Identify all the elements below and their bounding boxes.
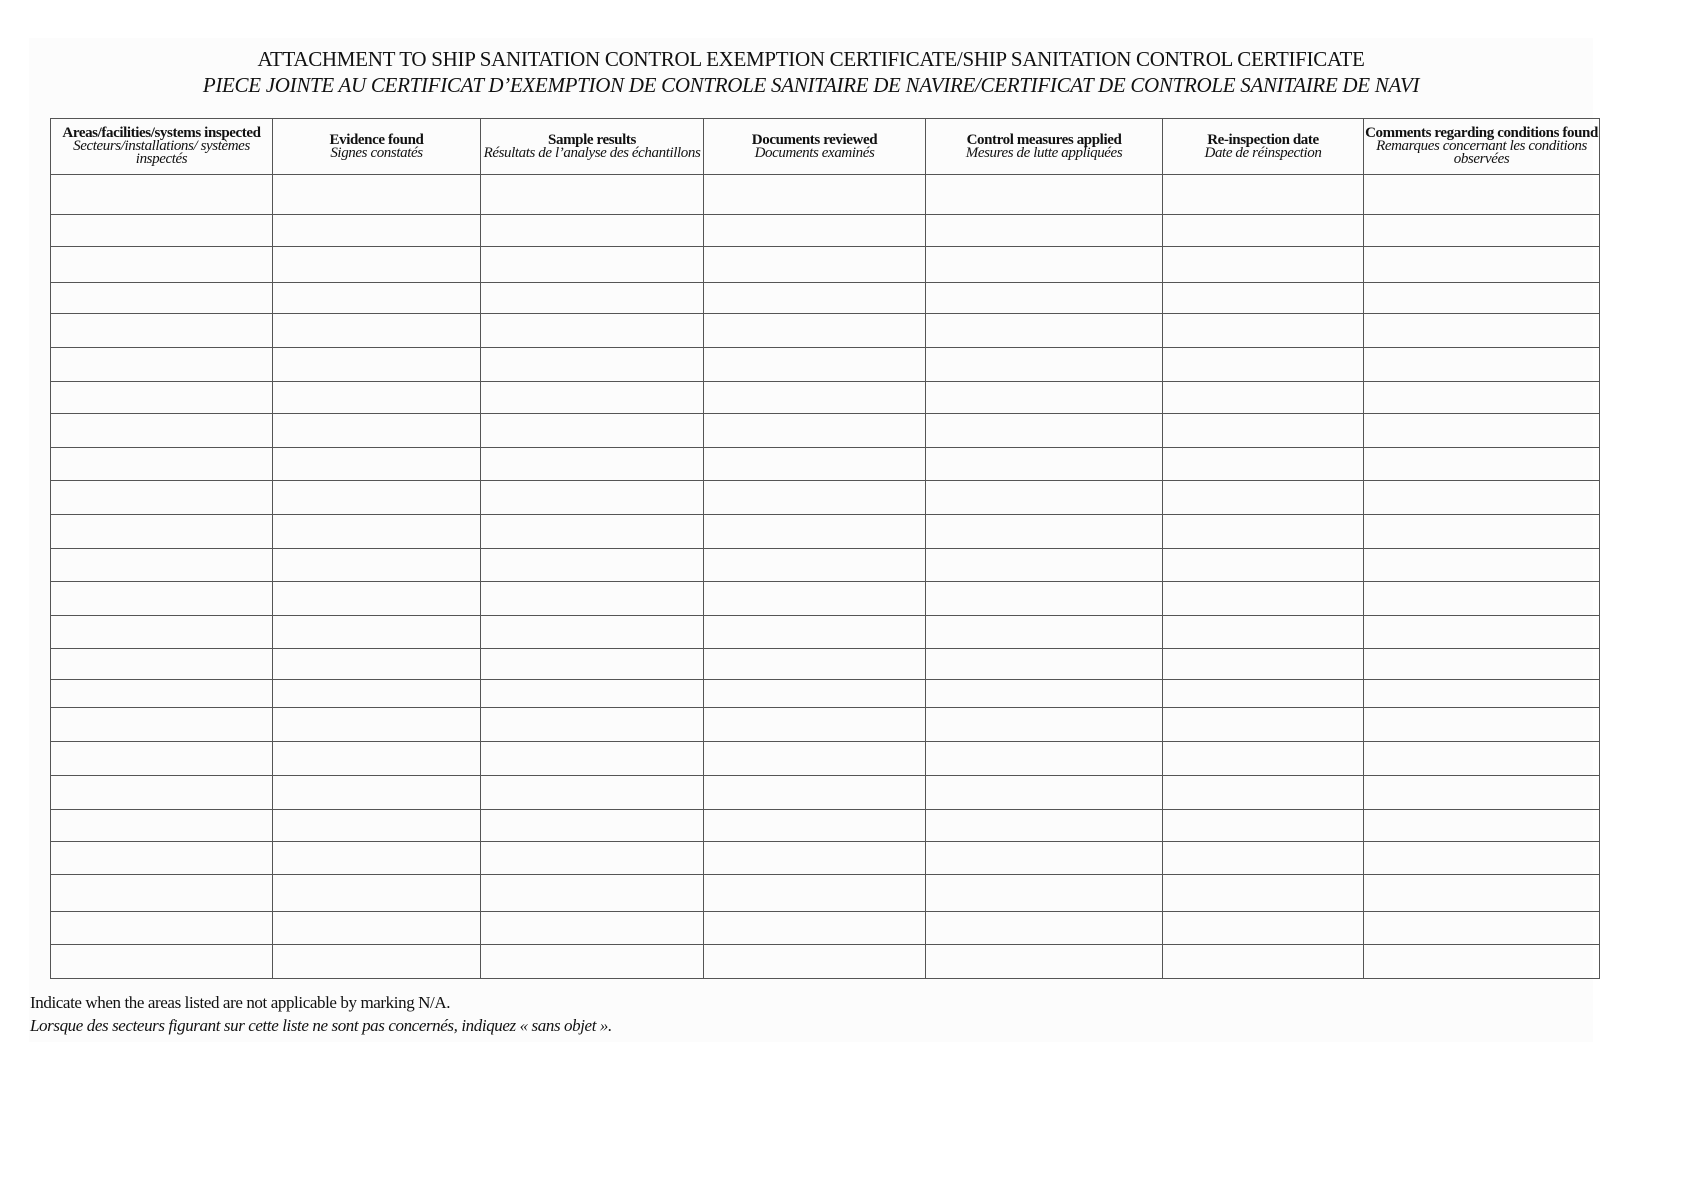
table-row: [51, 414, 1600, 448]
table-cell[interactable]: [51, 515, 273, 549]
column-header-label-fr: Mesures de lutte appliquées: [965, 144, 1123, 161]
table-row: [51, 776, 1600, 810]
column-header-label: Control measures applied: [966, 131, 1122, 148]
table-cell[interactable]: [704, 680, 926, 708]
table-cell[interactable]: [1364, 649, 1600, 680]
table-cell[interactable]: [1163, 414, 1364, 448]
table-cell[interactable]: [481, 448, 704, 481]
table-cell[interactable]: [273, 776, 481, 810]
table-row: [51, 842, 1600, 875]
table-cell[interactable]: [273, 414, 481, 448]
table-cell[interactable]: [1364, 708, 1600, 742]
table-cell[interactable]: [704, 649, 926, 680]
table-cell[interactable]: [704, 175, 926, 215]
table-cell[interactable]: [1364, 481, 1600, 515]
table-cell[interactable]: [273, 481, 481, 515]
table-cell[interactable]: [481, 283, 704, 314]
table-cell[interactable]: [704, 945, 926, 979]
table-cell[interactable]: [481, 742, 704, 776]
table-cell[interactable]: [273, 680, 481, 708]
column-header-evidence: [273, 119, 481, 175]
table-cell[interactable]: [273, 810, 481, 842]
table-cell[interactable]: [1364, 283, 1600, 314]
table-cell[interactable]: [481, 708, 704, 742]
column-header-label-fr: Documents examinés: [754, 144, 875, 161]
table-cell[interactable]: [51, 875, 273, 912]
table-cell[interactable]: [926, 649, 1163, 680]
table-cell[interactable]: [926, 875, 1163, 912]
table-cell[interactable]: [481, 842, 704, 875]
table-cell[interactable]: [273, 348, 481, 382]
table-cell[interactable]: [1364, 414, 1600, 448]
table-row: [51, 215, 1600, 247]
column-header-sample-results: [481, 119, 704, 175]
table-cell[interactable]: [704, 348, 926, 382]
table-row: [51, 680, 1600, 708]
table-cell[interactable]: [926, 481, 1163, 515]
table-cell[interactable]: [481, 382, 704, 414]
column-header-label: Sample results: [548, 131, 636, 148]
table-row: [51, 742, 1600, 776]
table-cell[interactable]: [704, 810, 926, 842]
table-cell[interactable]: [1364, 448, 1600, 481]
table-cell[interactable]: [481, 582, 704, 616]
table-cell[interactable]: [273, 708, 481, 742]
table-cell[interactable]: [704, 481, 926, 515]
table-cell[interactable]: [273, 582, 481, 616]
table-cell[interactable]: [1163, 875, 1364, 912]
table-cell[interactable]: [51, 448, 273, 481]
table-cell[interactable]: [273, 912, 481, 945]
column-header-reinspection-date: [1163, 119, 1364, 175]
column-header-label: Areas/facilities/systems inspected: [62, 125, 261, 141]
table-cell[interactable]: [926, 348, 1163, 382]
table-cell[interactable]: [481, 314, 704, 348]
table-cell[interactable]: [273, 875, 481, 912]
table-cell[interactable]: [481, 680, 704, 708]
table-cell[interactable]: [926, 776, 1163, 810]
table-cell[interactable]: [481, 247, 704, 283]
table-cell[interactable]: [926, 810, 1163, 842]
table-cell[interactable]: [704, 283, 926, 314]
table-cell[interactable]: [1364, 842, 1600, 875]
table-cell[interactable]: [273, 175, 481, 215]
table-cell[interactable]: [704, 215, 926, 247]
table-cell[interactable]: [926, 515, 1163, 549]
table-cell[interactable]: [273, 283, 481, 314]
column-header-label-fr: Résultats de l’analyse des échantillons: [483, 144, 701, 161]
table-cell[interactable]: [273, 945, 481, 979]
table-cell[interactable]: [704, 616, 926, 649]
table-cell[interactable]: [481, 348, 704, 382]
table-cell[interactable]: [1364, 515, 1600, 549]
table-row: [51, 649, 1600, 680]
table-cell[interactable]: [926, 247, 1163, 283]
table-cell[interactable]: [273, 549, 481, 582]
table-cell[interactable]: [704, 708, 926, 742]
table-row: [51, 875, 1600, 912]
table-body: [51, 175, 1600, 979]
footnote-french: Lorsque des secteurs figurant sur cette liste ne sont pas concernés, indiquez « sans objet ».: [30, 1016, 612, 1035]
table-cell[interactable]: [926, 382, 1163, 414]
table-cell[interactable]: [273, 616, 481, 649]
table-cell[interactable]: [1364, 549, 1600, 582]
table-cell[interactable]: [273, 382, 481, 414]
certificate-attachment-page: [29, 38, 1598, 1042]
table-cell[interactable]: [704, 414, 926, 448]
table-cell[interactable]: [51, 348, 273, 382]
column-header-label: Comments regarding conditions found: [1365, 125, 1598, 141]
table-cell[interactable]: [1163, 348, 1364, 382]
table-row: [51, 247, 1600, 283]
table-cell[interactable]: [51, 382, 273, 414]
table-cell[interactable]: [1364, 875, 1600, 912]
column-header-documents: [704, 119, 926, 175]
table-cell[interactable]: [51, 247, 273, 283]
table-cell[interactable]: [51, 742, 273, 776]
table-cell[interactable]: [1163, 448, 1364, 481]
table-cell[interactable]: [51, 414, 273, 448]
table-cell[interactable]: [481, 481, 704, 515]
table-row: [51, 582, 1600, 616]
table-row: [51, 348, 1600, 382]
table-cell[interactable]: [926, 283, 1163, 314]
table-cell[interactable]: [1364, 945, 1600, 979]
table-cell[interactable]: [273, 215, 481, 247]
table-row: [51, 382, 1600, 414]
table-cell[interactable]: [1163, 215, 1364, 247]
table-cell[interactable]: [481, 215, 704, 247]
table-cell[interactable]: [1163, 945, 1364, 979]
table-cell[interactable]: [51, 708, 273, 742]
table-cell[interactable]: [481, 912, 704, 945]
table-cell[interactable]: [51, 481, 273, 515]
table-cell[interactable]: [1364, 382, 1600, 414]
table-cell[interactable]: [1163, 649, 1364, 680]
table-cell[interactable]: [51, 680, 273, 708]
table-row: [51, 549, 1600, 582]
table-cell[interactable]: [51, 549, 273, 582]
table-cell[interactable]: [481, 515, 704, 549]
table-cell[interactable]: [1163, 175, 1364, 215]
table-cell[interactable]: [1364, 348, 1600, 382]
table-cell[interactable]: [51, 616, 273, 649]
table-header-row: [51, 119, 1600, 175]
table-cell[interactable]: [1364, 776, 1600, 810]
table-cell[interactable]: [926, 175, 1163, 215]
table-cell[interactable]: [704, 448, 926, 481]
table-cell[interactable]: [926, 945, 1163, 979]
table-cell[interactable]: [1364, 314, 1600, 348]
table-cell[interactable]: [704, 742, 926, 776]
table-cell[interactable]: [926, 215, 1163, 247]
table-cell[interactable]: [704, 912, 926, 945]
table-cell[interactable]: [481, 875, 704, 912]
table-cell[interactable]: [704, 582, 926, 616]
table-cell[interactable]: [51, 945, 273, 979]
table-cell[interactable]: [1163, 842, 1364, 875]
table-cell[interactable]: [926, 314, 1163, 348]
table-cell[interactable]: [1163, 742, 1364, 776]
inspection-table: [50, 118, 1600, 979]
table-cell[interactable]: [1364, 175, 1600, 215]
table-cell[interactable]: [51, 842, 273, 875]
table-cell[interactable]: [926, 680, 1163, 708]
table-cell[interactable]: [273, 448, 481, 481]
table-row: [51, 515, 1600, 549]
column-header-control-measures: [926, 119, 1163, 175]
column-header-label-fr: Date de réinspection: [1204, 144, 1322, 161]
table-cell[interactable]: [1163, 481, 1364, 515]
column-header-label-fr: Remarques concernant les conditions observées: [1376, 138, 1587, 167]
table-cell[interactable]: [926, 549, 1163, 582]
table-cell[interactable]: [1163, 810, 1364, 842]
table-cell[interactable]: [1364, 582, 1600, 616]
table-cell[interactable]: [1364, 247, 1600, 283]
table-cell[interactable]: [704, 776, 926, 810]
table-row: [51, 448, 1600, 481]
table-cell[interactable]: [481, 945, 704, 979]
table-cell[interactable]: [704, 382, 926, 414]
table-row: [51, 481, 1600, 515]
column-header-label: Re-inspection date: [1207, 131, 1319, 148]
table-row: [51, 616, 1600, 649]
table-cell[interactable]: [926, 912, 1163, 945]
table-cell[interactable]: [273, 649, 481, 680]
table-cell[interactable]: [273, 515, 481, 549]
table-cell[interactable]: [1364, 912, 1600, 945]
table-cell[interactable]: [481, 776, 704, 810]
table-cell[interactable]: [1163, 582, 1364, 616]
table-cell[interactable]: [1163, 283, 1364, 314]
title-english: ATTACHMENT TO SHIP SANITATION CONTROL EXEMPTION CERTIFICATE/SHIP SANITATION CONTROL CERTIFICATE: [257, 47, 1365, 71]
column-header-comments: [1364, 119, 1600, 175]
table-row: [51, 810, 1600, 842]
column-header-areas: [51, 119, 273, 175]
table-cell[interactable]: [926, 448, 1163, 481]
table-cell[interactable]: [1364, 810, 1600, 842]
table-cell[interactable]: [51, 582, 273, 616]
table-cell[interactable]: [926, 414, 1163, 448]
column-header-label-fr: Secteurs/installations/ systèmes inspectés: [73, 138, 250, 167]
table-row: [51, 708, 1600, 742]
table-cell[interactable]: [51, 776, 273, 810]
table-cell[interactable]: [51, 215, 273, 247]
table-cell[interactable]: [273, 742, 481, 776]
table-cell[interactable]: [51, 283, 273, 314]
table-cell[interactable]: [273, 247, 481, 283]
table-cell[interactable]: [481, 414, 704, 448]
table-cell[interactable]: [51, 810, 273, 842]
table-cell[interactable]: [1364, 215, 1600, 247]
table-cell[interactable]: [926, 842, 1163, 875]
table-cell[interactable]: [926, 582, 1163, 616]
table-cell[interactable]: [1163, 549, 1364, 582]
table-row: [51, 912, 1600, 945]
footnote-english: Indicate when the areas listed are not applicable by marking N/A.: [30, 993, 451, 1012]
column-header-label-fr: Signes constatés: [330, 144, 423, 161]
table-cell[interactable]: [51, 912, 273, 945]
table-cell[interactable]: [704, 314, 926, 348]
table-cell[interactable]: [704, 842, 926, 875]
table-cell[interactable]: [481, 616, 704, 649]
table-cell[interactable]: [1364, 680, 1600, 708]
table-cell[interactable]: [1163, 680, 1364, 708]
table-cell[interactable]: [1163, 912, 1364, 945]
table-cell[interactable]: [481, 649, 704, 680]
table-cell[interactable]: [1364, 616, 1600, 649]
table-cell[interactable]: [481, 175, 704, 215]
table-cell[interactable]: [704, 247, 926, 283]
table-cell[interactable]: [926, 616, 1163, 649]
table-row: [51, 314, 1600, 348]
title-french: PIECE JOINTE AU CERTIFICAT D’EXEMPTION DE CONTROLE SANITAIRE DE NAVIRE/CERTIFICAT DE CONTROLE SANITAIRE DE NAVI: [202, 73, 1420, 97]
table-cell[interactable]: [1163, 776, 1364, 810]
table-cell[interactable]: [1163, 515, 1364, 549]
table-cell[interactable]: [51, 175, 273, 215]
table-cell[interactable]: [704, 875, 926, 912]
column-header-label: Documents reviewed: [751, 131, 878, 148]
table-cell[interactable]: [1163, 616, 1364, 649]
table-cell[interactable]: [704, 549, 926, 582]
table-cell[interactable]: [1163, 247, 1364, 283]
table-cell[interactable]: [704, 515, 926, 549]
table-cell[interactable]: [1364, 742, 1600, 776]
table-cell[interactable]: [1163, 382, 1364, 414]
table-cell[interactable]: [273, 842, 481, 875]
table-cell[interactable]: [1163, 314, 1364, 348]
table-cell[interactable]: [51, 314, 273, 348]
table-row: [51, 945, 1600, 979]
table-cell[interactable]: [481, 549, 704, 582]
table-cell[interactable]: [1163, 708, 1364, 742]
table-row: [51, 283, 1600, 314]
column-header-label: Evidence found: [329, 131, 424, 148]
table-cell[interactable]: [926, 742, 1163, 776]
table-cell[interactable]: [273, 314, 481, 348]
table-row: [51, 175, 1600, 215]
table-cell[interactable]: [51, 649, 273, 680]
table-cell[interactable]: [481, 810, 704, 842]
table-cell[interactable]: [926, 708, 1163, 742]
